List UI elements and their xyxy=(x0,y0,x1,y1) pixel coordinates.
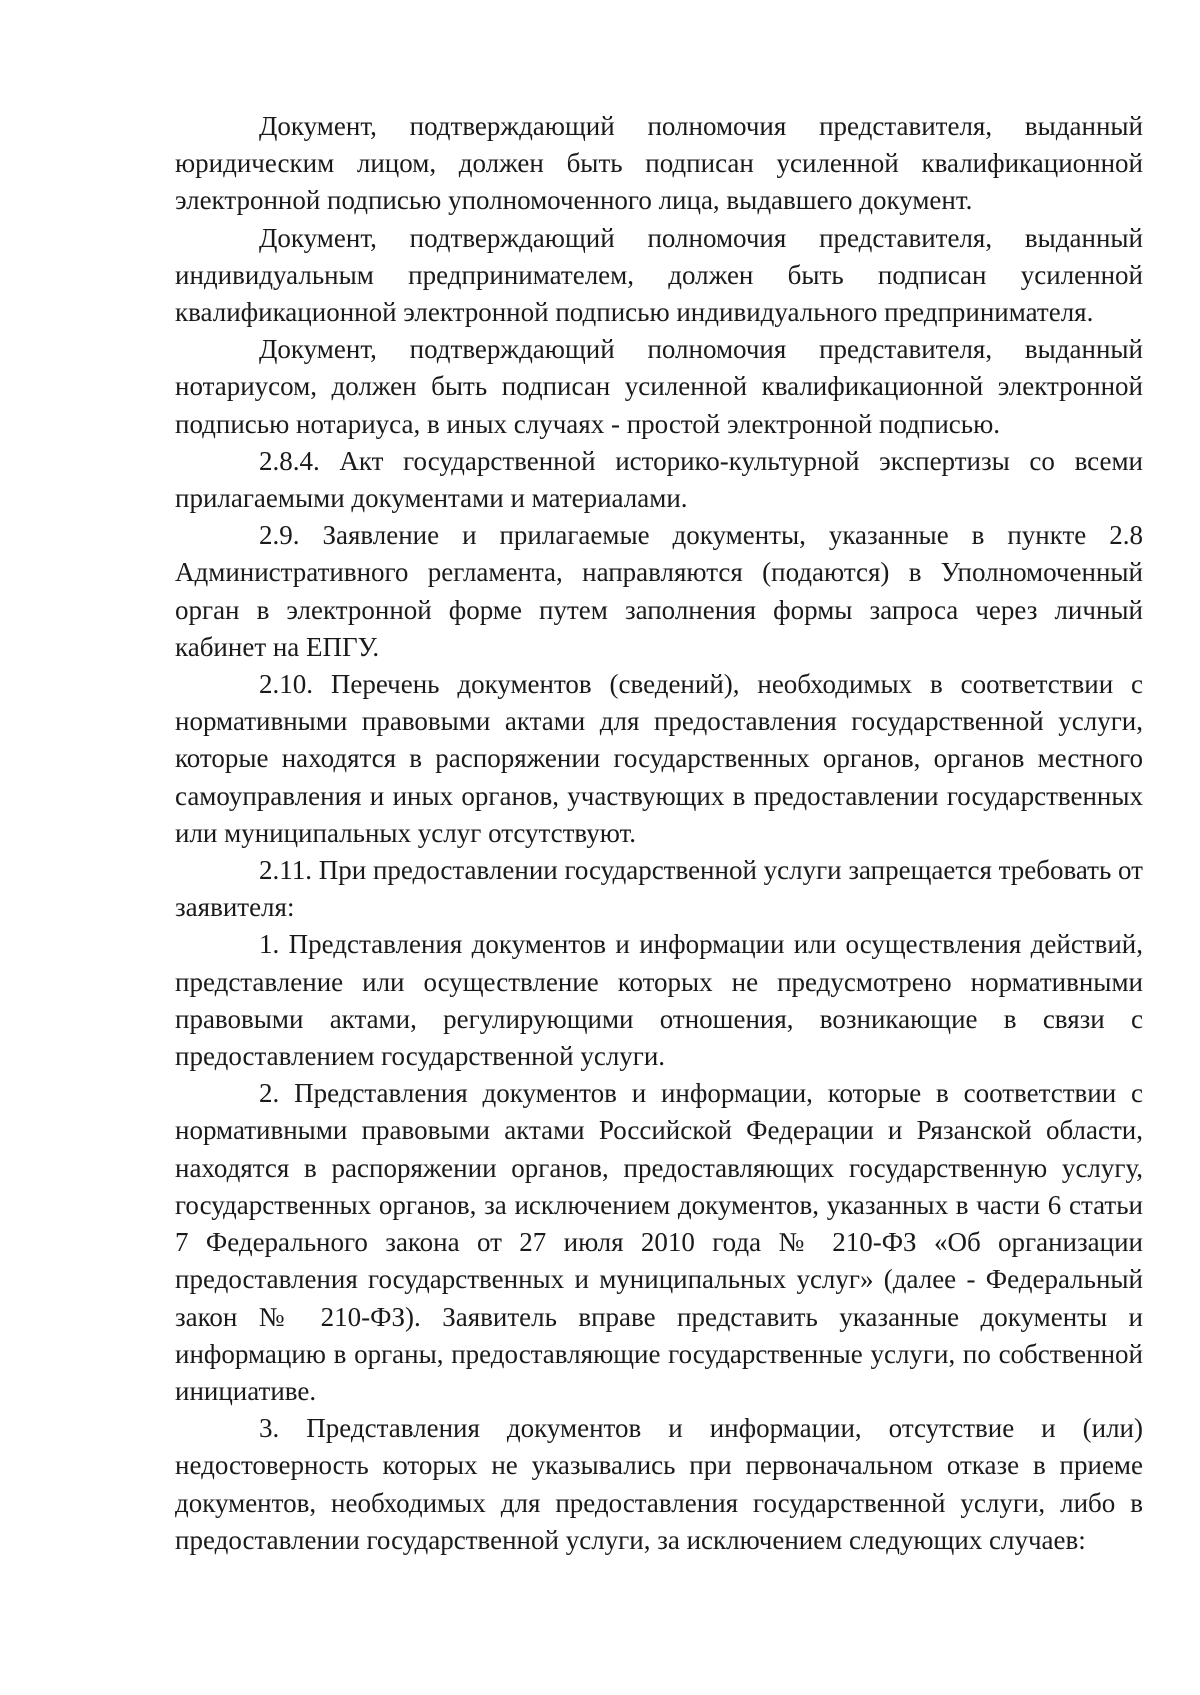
paragraph-legal-entity-signature: Документ, подтверждающий полномочия представителя, выданный юридическим лицом, должен быть подписан усиленной квалификационной электронной подписью уполномоченного лица, выдавшего документ. xyxy=(175,111,1143,216)
list-item-2: 2. Представления документов и информации, которые в соответствии с нормативными правовыми актами Российской Федерации и Рязанской области, находятся в распоряжении органов, предоставляющих государственную услугу, государственных органов, за исключением документов, указанных в части 6 статьи 7 Федерального закона от 27 июля 2010 года № 210-ФЗ «Об организации предоставления государственных и муниципальных услуг» (далее - Федеральный закон № 210-ФЗ). Заявитель вправе представить указанные документы и информацию в органы, предоставляющие государственные услуги, по собственной инициативе. xyxy=(175,1078,1143,1406)
paragraph-2-11: 2.11. При предоставлении государственной услуги запрещается требовать от заявителя: xyxy=(175,855,1143,923)
paragraph-2-8-4: 2.8.4. Акт государственной историко-культурной экспертизы со всеми прилагаемыми документами и материалами. xyxy=(175,445,1143,514)
paragraph-2-9: 2.9. Заявление и прилагаемые документы, указанные в пункте 2.8 Административного регламента, направляются (подаются) в Уполномоченный орган в электронной форме путем заполнения формы запроса через личный кабинет на ЕПГУ. xyxy=(175,520,1143,662)
list-item-1: 1. Представления документов и информации или осуществления действий, представление или осуществление которых не предусмотрено нормативными правовыми актами, регулирующими отношения, возникающие в связи с предоставлением государственной услуги. xyxy=(175,929,1143,1072)
document-body xyxy=(175,108,1143,1559)
paragraph-entrepreneur-signature: Документ, подтверждающий полномочия представителя, выданный индивидуальным предпринимателем, должен быть подписан усиленной квалификационной электронной подписью индивидуального предпринимателя. xyxy=(175,222,1143,328)
list-item-3: 3. Представления документов и информации, отсутствие и (или) недостоверность которых не указывались при первоначальном отказе в приеме документов, необходимых для предоставления государственной услуги, либо в предоставлении государственной услуги, за исключением следующих случаев: xyxy=(175,1413,1143,1555)
paragraph-notary-signature: Документ, подтверждающий полномочия представителя, выданный нотариусом, должен быть подписан усиленной квалификационной электронной подписью нотариуса, в иных случаях - простой электронной подписью. xyxy=(175,334,1143,439)
paragraph-2-10: 2.10. Перечень документов (сведений), необходимых в соответствии с нормативными правовыми актами для предоставления государственной услуги, которые находятся в распоряжении государственных органов, органов местного самоуправления и иных органов, участвующих в предоставлении государственных или муниципальных услуг отсутствуют. xyxy=(175,669,1143,848)
